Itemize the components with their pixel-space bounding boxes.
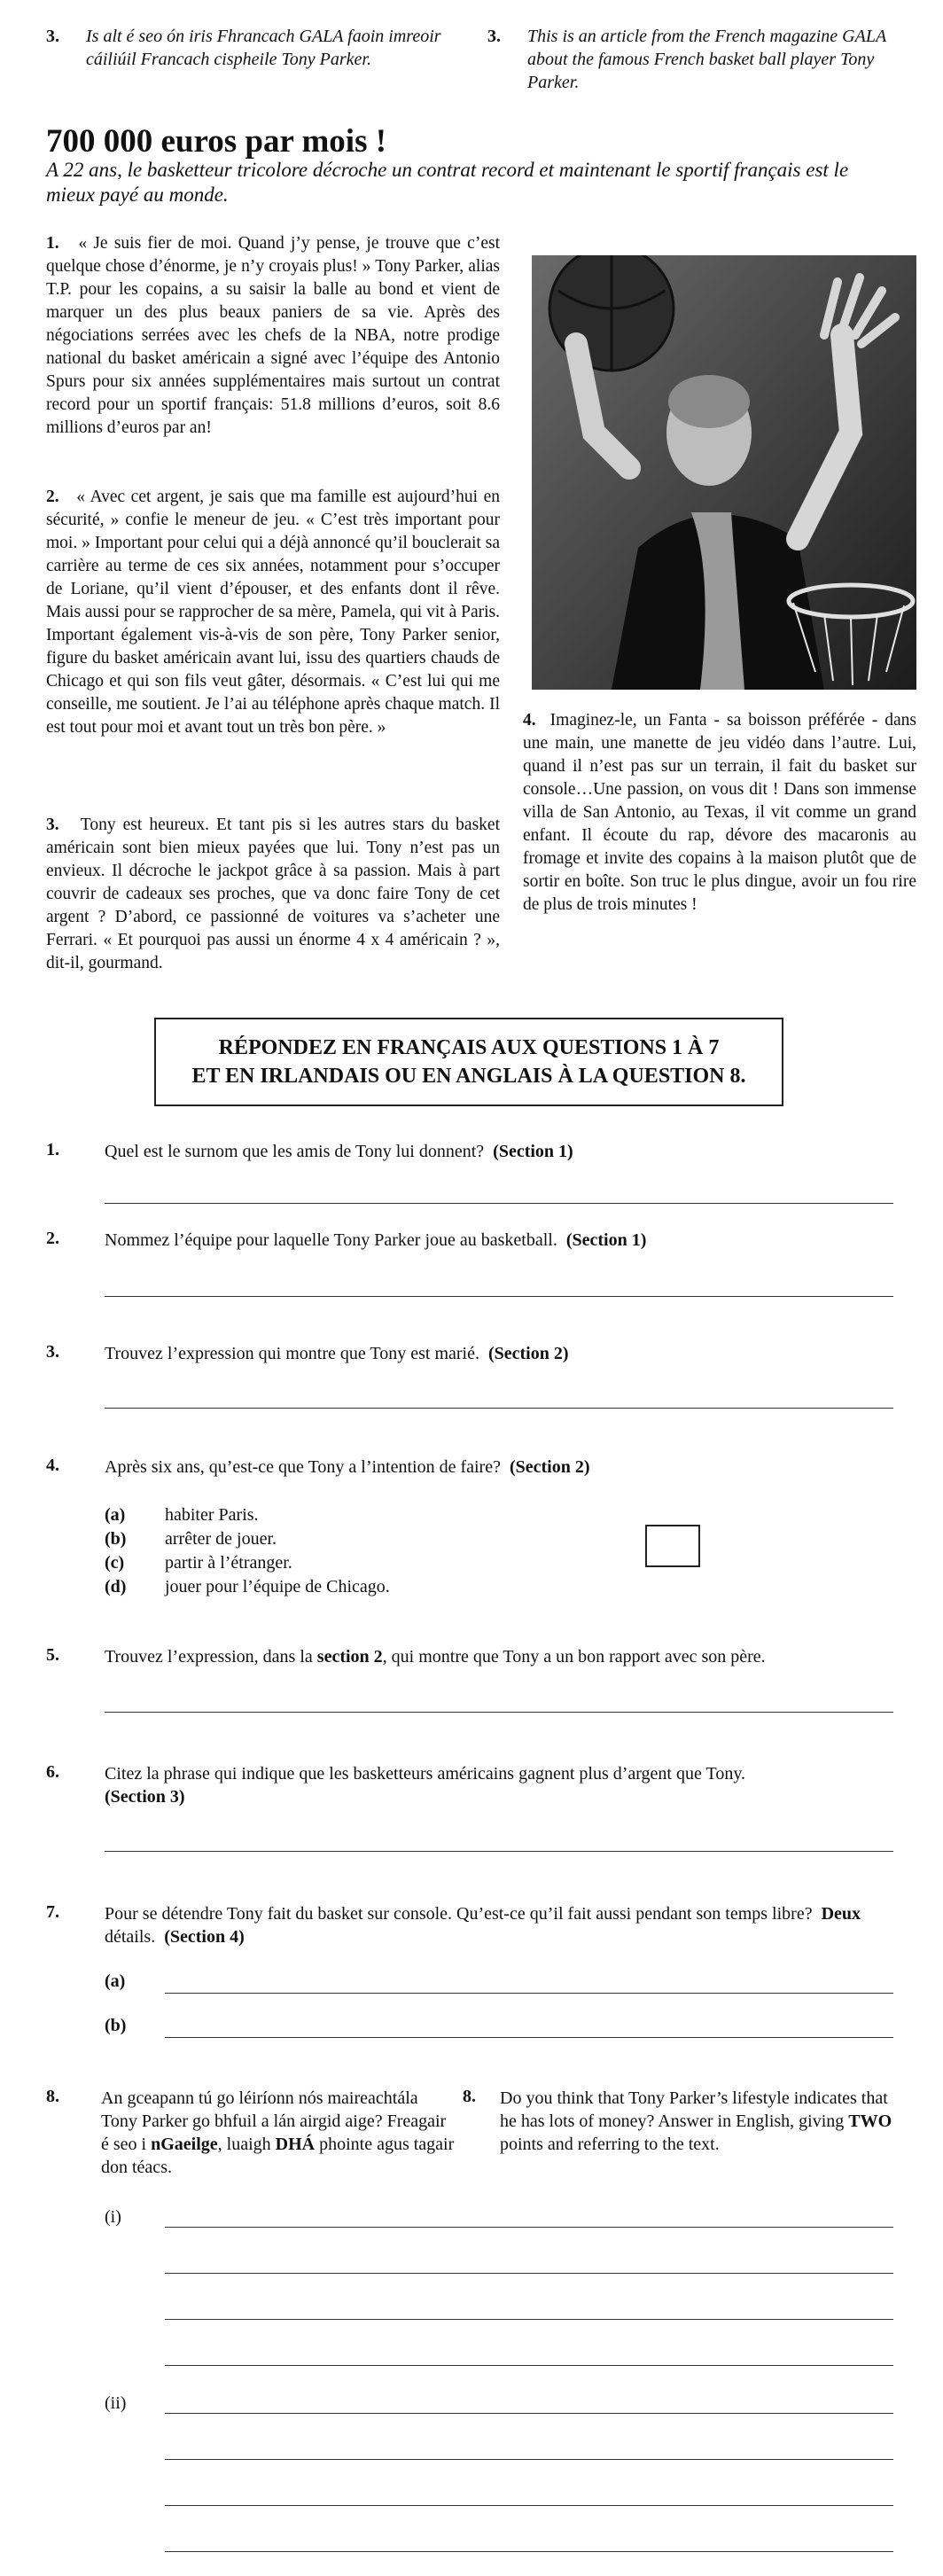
- q3-number: 3.: [46, 1342, 59, 1362]
- q8-english-count: TWO: [848, 2112, 892, 2131]
- q4-option-b-label: (b): [105, 1529, 127, 1549]
- q4-option-d-text: jouer pour l’équipe de Chicago.: [165, 1577, 390, 1596]
- q8-irish-number: 8.: [46, 2087, 59, 2106]
- q4-option-b: [105, 1527, 277, 1550]
- q7-number: 7.: [46, 1902, 59, 1922]
- article-section-1: [46, 232, 500, 440]
- q8-ii-answer-line-1[interactable]: [165, 2413, 893, 2414]
- instructions-line-1: RÉPONDEZ EN FRANÇAIS AUX QUESTIONS 1 À 7: [218, 1036, 720, 1059]
- q1-reference: (Section 1): [493, 1142, 573, 1161]
- q2-reference: (Section 1): [565, 1230, 647, 1250]
- q7-details: détails.: [105, 1927, 156, 1947]
- q7-reference: (Section 4): [164, 1927, 245, 1947]
- article-subheadline: A 22 ans, le basketteur tricolore décroche un contrat record et maintenant le sportif français est le mieux payé au monde.: [46, 159, 849, 206]
- section-3-text: Tony est heureux. Et tant pis si les autres stars du basket américain sont bien mieux payées que lui. Tony n’est pas un envieux. Il décroche le jackpot grâce à sa passion. Mais à part couvrir de cadeaux ses proches, que va donc faire Tony de cet argent ? D’abord, ce passionné de voitures va s’acheter une Ferrari. « Et pourquoi pas aussi un énorme 4 x 4 américain ? », dit-il, gourmand.: [46, 816, 500, 972]
- q4-number: 4.: [46, 1456, 59, 1475]
- q7-part-b-label: (b): [105, 2016, 127, 2035]
- q8-irish-language: nGaeilge: [151, 2135, 218, 2154]
- q3-answer-line[interactable]: [105, 1408, 893, 1409]
- q4-reference: (Section 2): [509, 1457, 590, 1477]
- q8-english-text: [500, 2087, 899, 2156]
- q3-question: Trouvez l’expression qui montre que Tony est marié.: [105, 1344, 479, 1363]
- q8-english-end: points and referring to the text.: [500, 2135, 720, 2154]
- q1-question: Quel est le surnom que les amis de Tony lui donnent?: [105, 1142, 485, 1161]
- q6-answer-line[interactable]: [105, 1851, 893, 1852]
- q3-reference: (Section 2): [487, 1344, 569, 1363]
- q1-text: [105, 1140, 902, 1163]
- q8-i-answer-line-1[interactable]: [165, 2227, 893, 2228]
- q5-number: 5.: [46, 1645, 59, 1665]
- section-1-text: « Je suis fier de moi. Quand j’y pense, je trouve que c’est quelque chose d’énorme, je n’y croyais plus! » Tony Parker, alias T.P. pour les copains, a su saisir la balle au bond et vient de marquer un des plus beaux paniers de sa vie. Après des négociations serrées avec les chefs de la NBA, notre prodige national du basket américain a signé avec l’équipe des Antonio Spurs pour six années supplémentaires mais surtout un contrat record pour un sportif français: 51.8 millions d’euros, soit 8.6 millions d’euros par an!: [46, 234, 500, 437]
- q4-option-d: [105, 1575, 390, 1598]
- q4-option-a-label: (a): [105, 1505, 126, 1525]
- q4-option-d-label: (d): [105, 1577, 127, 1596]
- intro-english-text: This is an article from the French magazine GALA about the famous French basket ball player Tony Parker.: [527, 27, 886, 92]
- q7-count: Deux: [821, 1904, 861, 1924]
- q8-i-answer-line-4[interactable]: [165, 2365, 893, 2366]
- article-section-2: [46, 486, 500, 739]
- q8-ii-answer-line-3[interactable]: [165, 2505, 893, 2506]
- q8-irish-text: [101, 2087, 456, 2179]
- article-headline: 700 000 euros par mois !: [46, 123, 387, 160]
- section-4-number: 4.: [523, 711, 536, 730]
- intro-english-number: 3.: [487, 27, 501, 46]
- q2-text: [105, 1229, 902, 1252]
- q5-text: [105, 1645, 902, 1668]
- q4-option-a-text: habiter Paris.: [165, 1505, 259, 1525]
- section-3-number: 3.: [46, 816, 59, 834]
- section-2-text: « Avec cet argent, je sais que ma famille est aujourd’hui en sécurité, » confie le meneur de jeu. « C’est très important pour moi. » Important pour celui qui a déjà annoncé qu’il bouclerait sa carrière au terme de ces six années, notamment pour s’occuper de Loriane, qu’il vient d’épouser, et des enfants dont il rêve. Mais aussi pour se rapprocher de sa mère, Pamela, qui vit à Paris. Important également vis-à-vis de son père, Tony Parker senior, figure du basket américain avant lui, issu des quartiers chauds de Chicago et qui son fils veut gâter, désormais. « C’est lui qui me conseille, me soutient. Je l’ai au téléphone après chaque match. Il est tout pour moi et avant tout un très bon père. »: [46, 488, 501, 737]
- q8-part-i-label: (i): [105, 2207, 121, 2227]
- intro-irish-number: 3.: [46, 27, 59, 46]
- q6-reference: (Section 3): [105, 1787, 185, 1807]
- q2-question: Nommez l’équipe pour laquelle Tony Parker joue au basketball.: [105, 1230, 557, 1250]
- q4-text: [105, 1456, 902, 1479]
- q5-question-end: , qui montre que Tony a un bon rapport avec son père.: [382, 1647, 766, 1667]
- q7-answer-line-a[interactable]: [165, 1993, 893, 1994]
- q5-answer-line[interactable]: [105, 1712, 893, 1713]
- q8-part-ii-label: (ii): [105, 2393, 127, 2413]
- q4-option-a: [105, 1503, 259, 1526]
- q4-question: Après six ans, qu’est-ce que Tony a l’intention de faire?: [105, 1457, 501, 1477]
- q8-english-start: Do you think that Tony Parker’s lifestyle indicates that he has lots of money? Answer in English, giving: [500, 2088, 888, 2131]
- article-section-3: [46, 814, 500, 975]
- q8-irish-start: An gceapann tú go léiríonn nós maireachtála Tony Parker go bhfuil a lán airgid aige? Freagair é seo i: [101, 2088, 447, 2154]
- q8-ii-answer-line-4[interactable]: [165, 2551, 893, 2552]
- q8-ii-answer-line-2[interactable]: [165, 2459, 893, 2460]
- q6-number: 6.: [46, 1762, 59, 1782]
- instructions-box: [154, 1018, 783, 1106]
- q1-answer-line[interactable]: [105, 1203, 893, 1204]
- q4-answer-box[interactable]: [645, 1525, 700, 1567]
- q2-answer-line[interactable]: [105, 1296, 893, 1297]
- article-section-4: [523, 709, 916, 917]
- intro-irish-text: Is alt é seo ón iris Fhrancach GALA faoin imreoir cáiliúil Francach cispheile Tony Parker.: [86, 27, 441, 69]
- section-1-number: 1.: [46, 234, 59, 253]
- q6-text: [105, 1762, 885, 1808]
- intro-irish: [46, 25, 472, 78]
- q8-irish-mid: , luaigh: [217, 2135, 271, 2154]
- q8-irish-count: DHÁ: [275, 2135, 316, 2154]
- q6-question: Citez la phrase qui indique que les basketteurs américains gagnent plus d’argent que Tony.: [105, 1764, 746, 1784]
- q7-part-a-label: (a): [105, 1971, 126, 1991]
- instructions-line-2: ET EN IRLANDAIS OU EN ANGLAIS À LA QUESTION 8.: [191, 1065, 746, 1088]
- q7-question: Pour se détendre Tony fait du basket sur console. Qu’est-ce qu’il fait aussi pendant son temps libre?: [105, 1904, 813, 1924]
- q4-option-c-label: (c): [105, 1553, 125, 1573]
- q3-text: [105, 1342, 902, 1365]
- q8-irish-end: phointe agus tagair don téacs.: [101, 2135, 455, 2177]
- q5-section-ref: section 2: [316, 1647, 383, 1667]
- q4-option-b-text: arrêter de jouer.: [165, 1529, 277, 1549]
- section-2-number: 2.: [46, 488, 59, 506]
- q7-text: [105, 1902, 885, 1948]
- article-photo: [532, 255, 916, 690]
- q4-option-c-text: partir à l’étranger.: [165, 1553, 292, 1573]
- q4-option-c: [105, 1551, 292, 1574]
- q2-number: 2.: [46, 1229, 59, 1248]
- q8-i-answer-line-2[interactable]: [165, 2273, 893, 2274]
- intro-english: [487, 25, 908, 96]
- q1-number: 1.: [46, 1140, 59, 1159]
- basketball-player-photo: [532, 255, 916, 690]
- q5-question-start: Trouvez l’expression, dans la: [105, 1647, 313, 1667]
- q7-answer-line-b[interactable]: [165, 2037, 893, 2038]
- section-4-text: Imaginez-le, un Fanta - sa boisson préférée - dans une main, une manette de jeu vidéo dans l’autre. Lui, quand il n’est pas sur un terrain, il fait du basket sur console…Une passion, on vous dit ! Dans son immense villa de San Antonio, au Texas, il vit comme un grand enfant. Il écoute du rap, dévore des macaronis au fromage et invite des copains à la maison plutôt que de sortir en boîte. Son truc le plus dingue, avoir un fou rire de plus de trois minutes !: [523, 711, 916, 914]
- q8-english-number: 8.: [463, 2087, 476, 2106]
- q8-i-answer-line-3[interactable]: [165, 2319, 893, 2320]
